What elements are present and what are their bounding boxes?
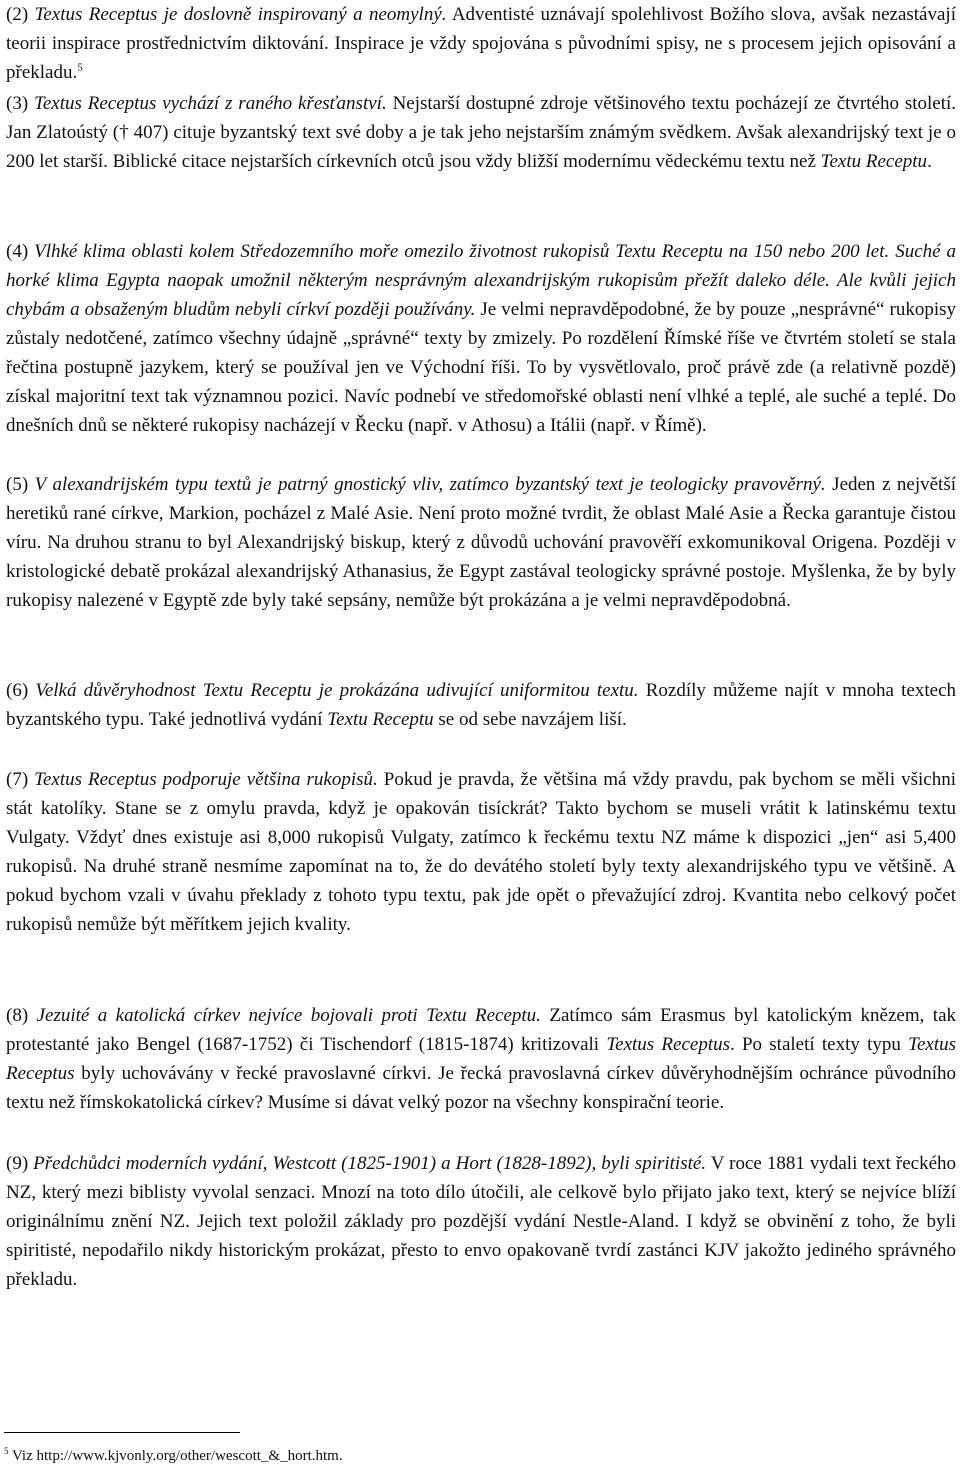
body-text: Nejstarší dostupné zdroje většinového textu pocházejí ze čtvrtého století. Jan Zlatoústý († 407) cituje byzantský text své doby a je tak jeho nejstarším známým svědkem. Avšak alexandrijský text je o 200 let starší. Biblické citace nejstarších církevních otců jsou vždy bližší modernímu vědeckému textu než — [6, 93, 957, 172]
body-text: Pokud je pravda, že většina má vždy pravdu, pak bychom se měli všichni stát katolíky. Stane se z omylu pravda, když je opakován tisíckrát? Takto bychom se museli vrátit k latinskému textu Vulgaty. Vždyť dnes existuje asi 8,000 rukopisů Vulgaty, zatímco k řeckému textu NZ máme k dispozici „jen“ asi 5,400 rukopisů. Na druhé straně nesmíme zapomínat na to, že do devátého století byly texty alexandrijského typu ve většině. A pokud bychom vzali v úvahu překlady z tohoto typu textu, pak jde opět o převažující zdroj. Kvantita nebo celkový počet rukopisů nemůže být měřítkem jejich kvality. — [6, 769, 956, 935]
paragraph-number: (4) — [6, 241, 35, 262]
claim-text: Vlhké klima oblasti kolem Středozemního moře omezilo životnost rukopisů Textu Receptu na 150 nebo 200 let. Suché a horké klima Egypta naopak umožnil některým nesprávným alexandrijským rukopisům přežít daleko déle. Ale kvůli jejich chybám a obsaženým bludům nebyli církví později používány. — [6, 241, 957, 320]
body-text: V roce 1881 vydali text řeckého NZ, který mezi biblisty vyvolal senzaci. Mnozí na toto dílo útočili, ale celkově bylo přijato jako text, který se nejvíce blíží originálnímu znění NZ. Jejich text položil základy pro pozdější vydání Nestle-Aland. I když se obvinění z toho, že byli spiritisté, nepodařilo nikdy historickým prokázat, přesto to envo opakovaně tvrdí zastánci KJV jakožto jediného správného překladu. — [6, 1153, 956, 1290]
claim-text: Textus Receptus vychází z raného křesťanství. — [34, 93, 387, 114]
paragraph-3 — [6, 89, 956, 176]
claim-text: Textus Receptus podporuje většina rukopisů. — [34, 769, 378, 790]
claim-text: V alexandrijském typu textů je patrný gnostický vliv, zatímco byzantský text je teologicky pravověrný. — [34, 474, 826, 495]
italic-term: Textus Receptus — [6, 1034, 957, 1084]
paragraph-number: (2) — [6, 4, 35, 25]
paragraph-9 — [6, 1149, 956, 1294]
paragraph-number: (5) — [6, 474, 35, 495]
body-text: Je velmi nepravděpodobné, že by pouze „nesprávné“ rukopisy zůstaly nedotčené, zatímco všechny údajně „správné“ texty by zmizely. Po rozdělení Římské říše ve čtvrtém století se stala řečtina postupně jazykem, který se používal jen ve Východní říši. To by vysvětlovalo, proč právě zde (a relativně pozdě) získal majoritní text tak významnou pozici. Navíc podnebí ve středomořské oblasti není vlhké a teplé, ale suché a teplé. Do dnešních dnů se některé rukopisy nacházejí v Řecku (např. v Athosu) a Itálii (např. v Římě). — [6, 299, 956, 436]
claim-text: Velká důvěryhodnost Textu Receptu je prokázána udivující uniformitou textu. — [35, 680, 639, 701]
body-text: . — [927, 151, 932, 172]
claim-text: Předchůdci moderních vydání, Westcott (1825-1901) a Hort (1828-1892), byli spiritisté. — [33, 1153, 707, 1174]
paragraph-number: (6) — [6, 680, 36, 701]
body-text: Jeden z největší heretiků rané církve, Markion, pocházel z Malé Asie. Není proto možné tvrdit, že oblast Malé Asie a Řecka garantuje čistou víru. Na druhou stranu to byl Alexandrijský biskup, který z důvodů uchování pravověří exkomunikoval Origena. Později v kristologické debatě prokázal alexandrijský Athanasius, že Egypt zastával teologicky správné postoje. Myšlenka, že by byly rukopisy nalezené v Egyptě zde byly také sepsány, nemůže být prokázána a je velmi nepravděpodobná. — [6, 474, 956, 611]
paragraph-number: (9) — [6, 1153, 34, 1174]
footnote-text[interactable]: Viz http://www.kjvonly.org/other/wescott_&_hort.htm. — [8, 1448, 343, 1464]
paragraph-6 — [6, 676, 956, 734]
footnote-marker: 5 — [4, 1446, 9, 1456]
claim-text: Jezuité a katolická církev nejvíce bojovali proti Textu Receptu. — [36, 1005, 541, 1026]
footnote-separator — [4, 1432, 240, 1433]
claim-text: Textus Receptus je doslovně inspirovaný a neomylný. — [34, 4, 447, 25]
paragraph-number: (7) — [6, 769, 35, 790]
body-text: . Po staletí texty typu — [730, 1034, 909, 1055]
paragraph-5 — [6, 470, 956, 615]
italic-term: Textus Receptus — [606, 1034, 730, 1055]
italic-term: Textu Receptu — [820, 151, 928, 172]
body-text: byly uchovávány v řecké pravoslavné církvi. Je řecká pravoslavná církev důvěryhodnějším ochránce původního textu než římskokatolická církev? Musíme si dávat velký pozor na všechny konspirační teorie. — [6, 1063, 956, 1113]
body-text: Rozdíly můžeme najít v mnoha textech byzantského typu. Také jednotlivá vydání — [6, 680, 957, 730]
footnote — [4, 1446, 904, 1466]
paragraph-number: (3) — [6, 93, 35, 114]
body-text: Adventisté uznávají spolehlivost Božího slova, avšak nezastávají teorii inspirace prostřednictvím diktování. Inspirace je vždy spojována s původními spisy, ne s procesem jejich opisování a překladu. — [6, 4, 956, 83]
paragraph-4 — [6, 237, 956, 440]
body-text: Zatímco sám Erasmus byl katolickým knězem, tak protestanté jako Bengel (1687-1752) či Tischendorf (1815-1874) kritizovali — [6, 1005, 956, 1055]
paragraph-7 — [6, 765, 956, 939]
paragraph-2 — [6, 0, 956, 87]
body-text: se od sebe navzájem liší. — [433, 709, 627, 730]
paragraph-number: (8) — [6, 1005, 37, 1026]
paragraph-8 — [6, 1001, 956, 1117]
italic-term: Textu Receptu — [327, 709, 434, 730]
footnote-reference[interactable]: 5 — [77, 61, 83, 74]
